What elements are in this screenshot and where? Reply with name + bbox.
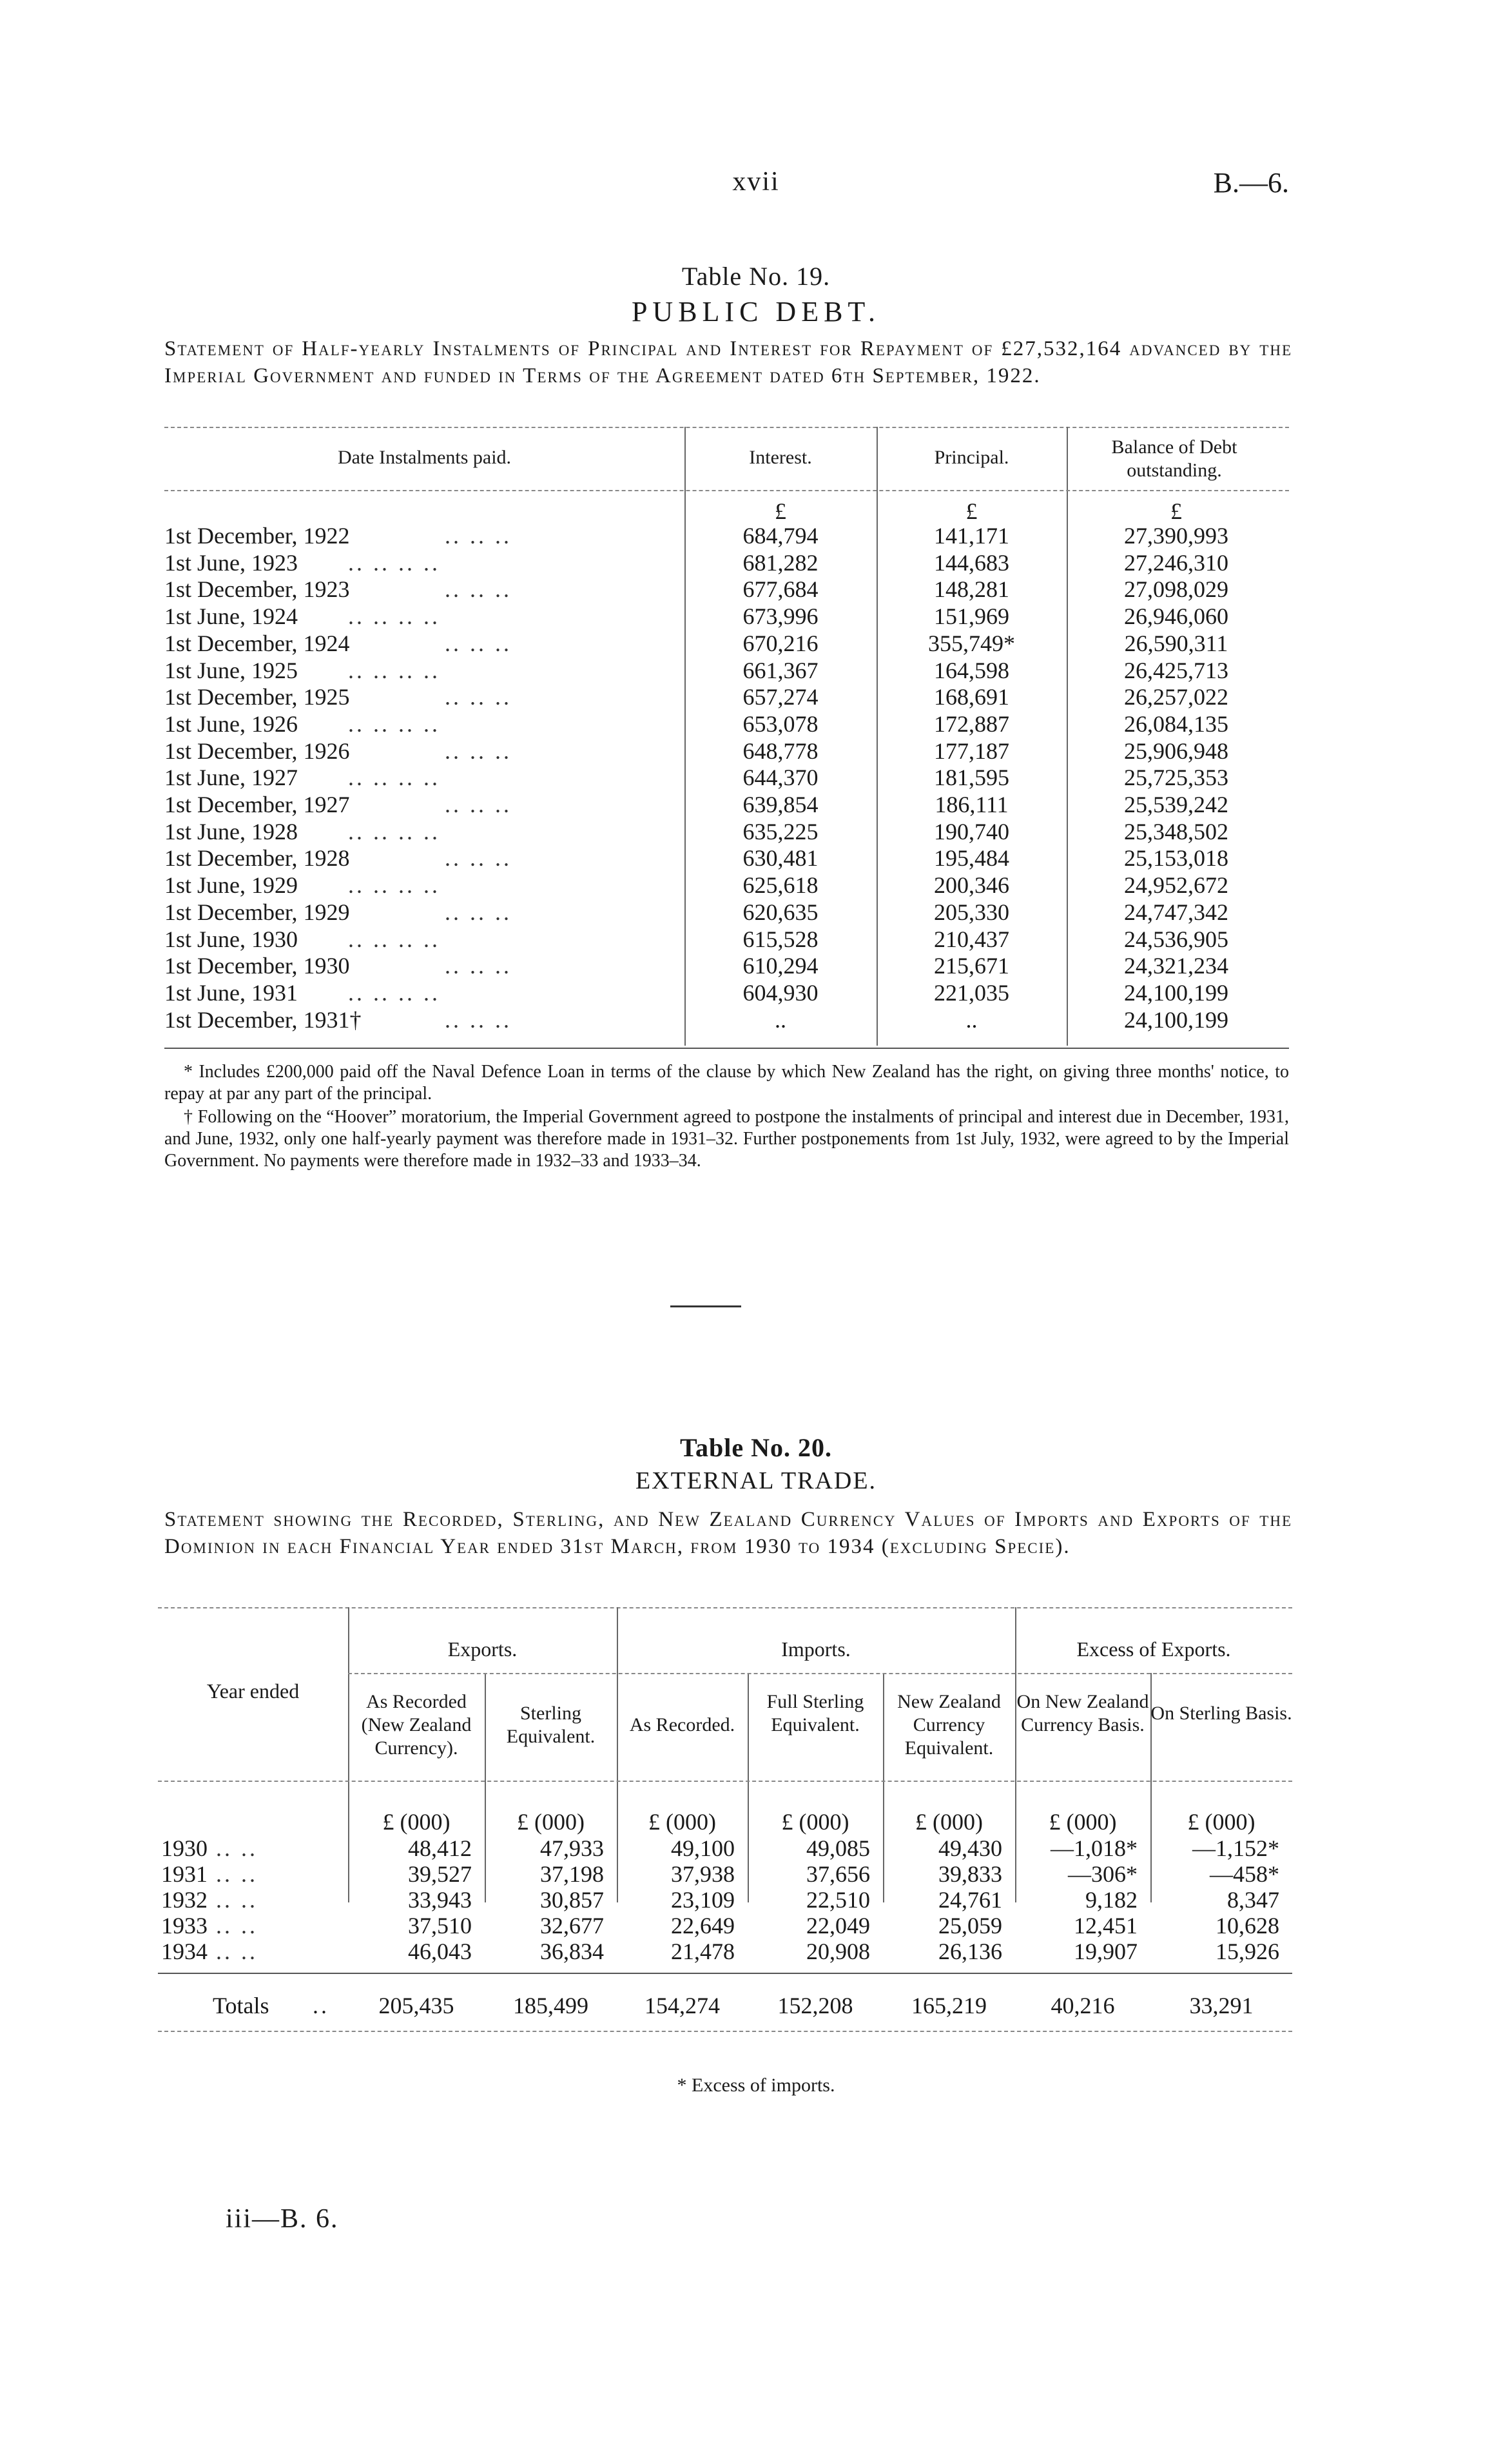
leader-dots: .. .. .. ..	[348, 765, 440, 790]
table19-principal: 151,969	[934, 603, 1009, 629]
table20-cell: 37,198	[540, 1861, 604, 1887]
table19-date: 1st December, 1925	[164, 684, 350, 710]
table20-cell: 22,049	[806, 1913, 870, 1939]
leader-dots: .. .. ..	[445, 576, 512, 602]
table19-interest: 648,778	[742, 738, 819, 764]
table19-date: 1st December, 1929	[164, 899, 350, 925]
table19-heading: PUBLIC DEBT.	[631, 296, 881, 327]
table19-date: 1st June, 1930	[164, 926, 298, 952]
table19-balance: 25,539,242	[1124, 792, 1228, 817]
table19-bottom-rule	[164, 1048, 1289, 1049]
table20-cell: 22,649	[671, 1913, 735, 1939]
table19-footnote-1: * Includes £200,000 paid off the Naval Defence Loan in terms of the clause by which New Zealand has the right, on giving three months' notice, to repay at par any part of the principal.	[164, 1062, 1289, 1104]
table20-total-cell: 154,274	[645, 1993, 720, 2018]
table19-date: 1st June, 1931	[164, 980, 298, 1006]
table19-date: 1st December, 1928	[164, 845, 350, 871]
table20-cell: 48,412	[408, 1835, 472, 1861]
table20-cell: 36,834	[540, 1939, 604, 1964]
table19-interest: 653,078	[742, 711, 819, 737]
table20-cell: 20,908	[806, 1939, 870, 1964]
table19-balance: 25,906,948	[1124, 738, 1228, 764]
table20-cell: 47,933	[540, 1835, 604, 1861]
table19-principal: 181,595	[934, 765, 1009, 790]
table20-unit: £ (000)	[517, 1809, 585, 1835]
table19-balance: 24,747,342	[1124, 899, 1228, 925]
table19-balance: 27,246,310	[1124, 550, 1228, 576]
table20-cell: 22,510	[806, 1887, 870, 1913]
table20-cell: 25,059	[938, 1913, 1002, 1939]
table20-cell: 46,043	[408, 1939, 472, 1964]
table19-date: 1st December, 1927	[164, 792, 350, 817]
table19-principal: ..	[965, 1007, 978, 1033]
table20-cell: 37,938	[671, 1861, 735, 1887]
table19-interest: 604,930	[742, 980, 819, 1006]
table20-cell: 23,109	[671, 1887, 735, 1913]
table20-cell: —1,018*	[1051, 1835, 1138, 1861]
table19-interest: 661,367	[742, 658, 819, 683]
leader-dots: .. .. .. ..	[348, 658, 440, 683]
table20-cell: 9,182	[1085, 1887, 1138, 1913]
table19-principal: 195,484	[934, 845, 1009, 871]
table20-totals-label: Totals	[213, 1993, 269, 2018]
table20-total-cell: 185,499	[513, 1993, 588, 2018]
table20-cell: 21,478	[671, 1939, 735, 1964]
table19-balance: 24,952,672	[1124, 872, 1228, 898]
table20-top-rule	[158, 1607, 1292, 1608]
leader-dots: .. .. .. ..	[348, 550, 440, 576]
table19-col-interest: Interest.	[749, 447, 812, 468]
table19-principal: 141,171	[934, 523, 1009, 549]
table19-balance: 27,390,993	[1124, 523, 1228, 549]
table19-principal: 205,330	[934, 899, 1009, 925]
table19-interest: ..	[775, 1007, 786, 1033]
table20-cell: 39,833	[938, 1861, 1002, 1887]
table19-statement: Statement of Half-yearly Instalments of Principal and Interest for Repayment of £27,532,164 advanced by the Imperial Government and funded in Terms of the Agreement dated 6th September, 1922.	[164, 337, 1292, 387]
table20-unit: £ (000)	[382, 1809, 451, 1835]
table20-cell: 32,677	[540, 1913, 604, 1939]
table19-date: 1st June, 1925	[164, 658, 298, 683]
table19-balance: 26,257,022	[1124, 684, 1228, 710]
table19-interest: 681,282	[742, 550, 819, 576]
table19-date: 1st June, 1928	[164, 819, 298, 845]
leader-dots: .. .. .. ..	[348, 872, 440, 898]
table19-date: 1st December, 1922	[164, 523, 350, 549]
table19-interest: 673,996	[742, 603, 819, 629]
table19-footnote-2: † Following on the “Hoover” moratorium, the Imperial Government agreed to postpone the instalments of principal and interest due in December, 1931, and June, 1932, only one half-yearly payment was therefore made in 1931–32. Further postponements from 1st July, 1932, were agreed to by the Imperial Government. No payments were therefore made in 1932–33 and 1933–34.	[164, 1107, 1289, 1171]
table20-total-cell: 33,291	[1189, 1993, 1254, 2018]
table20-cell: 26,136	[938, 1939, 1002, 1964]
table19-balance: 25,725,353	[1124, 765, 1228, 790]
table19-header-rule	[164, 490, 1289, 491]
table20-cell: —306*	[1068, 1861, 1138, 1887]
table19-balance: 26,590,311	[1124, 630, 1228, 656]
table19-interest: 677,684	[742, 576, 819, 602]
leader-dots: .. ..	[216, 1861, 258, 1887]
table20-cell: 24,761	[938, 1887, 1002, 1913]
table20-total-cell: 40,216	[1051, 1993, 1115, 2018]
leader-dots: .. ..	[216, 1835, 258, 1861]
table20-cell: 19,907	[1074, 1939, 1138, 1964]
table20-unit: £ (000)	[1187, 1809, 1255, 1835]
table20-col-excess-nz: On New Zealand Currency Basis.	[1016, 1691, 1149, 1735]
leader-dots: .. .. ..	[445, 684, 512, 710]
table20-cell: 12,451	[1074, 1913, 1138, 1939]
table19-date: 1st December, 1924	[164, 630, 350, 656]
table19-interest: 635,225	[742, 819, 819, 845]
table20-year: 1933	[161, 1913, 208, 1939]
table20-total-cell: 205,435	[378, 1993, 454, 2018]
table19-title: Table No. 19.	[681, 262, 831, 291]
leader-dots: .. .. ..	[445, 738, 512, 764]
table20-cell: 49,100	[671, 1835, 735, 1861]
table20-statement: Statement showing the Recorded, Sterling, and New Zealand Currency Values of Imports and Exports of the Dominion in each Financial Year ended 31st March, from 1930 to 1934 (excluding Specie).	[164, 1508, 1292, 1558]
table19-col-balance: Balance of Debt outstanding.	[1111, 436, 1237, 481]
table19-principal: 172,887	[934, 711, 1009, 737]
leader-dots: .. ..	[216, 1887, 258, 1913]
table19-principal: 148,281	[934, 576, 1009, 602]
table20-year: 1934	[161, 1939, 208, 1964]
table20-col-imports-sterling: Full Sterling Equivalent.	[766, 1691, 864, 1735]
table20-col-excess-sterling: On Sterling Basis.	[1150, 1703, 1292, 1724]
table19-principal: 190,740	[934, 819, 1009, 845]
table20-cell: 15,926	[1216, 1939, 1279, 1964]
table19-unit-interest: £	[775, 498, 786, 524]
table19-balance: 24,321,234	[1124, 953, 1228, 979]
table19-date: 1st December, 1923	[164, 576, 350, 602]
table19-interest: 684,794	[742, 523, 819, 549]
table19-date: 1st December, 1930	[164, 953, 350, 979]
table19-date: 1st December, 1931†	[164, 1007, 362, 1033]
leader-dots: .. .. .. ..	[348, 980, 440, 1006]
table19-balance: 25,153,018	[1124, 845, 1228, 871]
table20-cell: 8,347	[1227, 1887, 1279, 1913]
table19-interest: 620,635	[742, 899, 819, 925]
leader-dots: .. .. .. ..	[348, 603, 440, 629]
table20-bottom-rule	[158, 2031, 1292, 2032]
table20-cell: 33,943	[408, 1887, 472, 1913]
leader-dots: .. .. ..	[445, 1007, 512, 1033]
table19-principal: 355,749*	[928, 630, 1015, 656]
table20-total-cell: 152,208	[777, 1993, 853, 2018]
table20-col-imports-recorded: As Recorded.	[629, 1714, 735, 1735]
table19-interest: 610,294	[742, 953, 819, 979]
table19-balance: 25,348,502	[1124, 819, 1228, 845]
table19-principal: 177,187	[934, 738, 1009, 764]
table19-interest: 670,216	[742, 630, 819, 656]
table20-cell: —458*	[1210, 1861, 1279, 1887]
leader-dots: .. .. ..	[445, 630, 512, 656]
table19-principal: 186,111	[935, 792, 1009, 817]
table20-unit: £ (000)	[781, 1809, 849, 1835]
table20-heading: EXTERNAL TRADE.	[635, 1467, 877, 1494]
table19-interest: 639,854	[742, 792, 819, 817]
table20-cell: 37,656	[806, 1861, 870, 1887]
leader-dots: ..	[313, 1993, 329, 2018]
table19-unit-principal: £	[965, 498, 978, 524]
table20-header-rule	[158, 1781, 1292, 1782]
table19-date: 1st December, 1926	[164, 738, 350, 764]
leader-dots: .. .. ..	[445, 792, 512, 817]
table20-total-cell: 165,219	[911, 1993, 987, 2018]
table19-principal: 215,671	[934, 953, 1009, 979]
table19-date: 1st June, 1927	[164, 765, 298, 790]
table20-cell: 49,085	[806, 1835, 870, 1861]
table20-cell: 30,857	[540, 1887, 604, 1913]
leader-dots: .. .. .. ..	[348, 926, 440, 952]
leader-dots: .. .. ..	[445, 953, 512, 979]
table19-balance: 24,536,905	[1124, 926, 1228, 952]
leader-dots: .. .. ..	[445, 523, 512, 549]
table19-interest: 625,618	[742, 872, 819, 898]
section-divider	[670, 1305, 741, 1307]
table19-principal: 210,437	[934, 926, 1009, 952]
table20-cell: 37,510	[408, 1913, 472, 1939]
table20-col-exports-recorded: As Recorded (New Zealand Currency).	[361, 1691, 472, 1759]
table20-unit: £ (000)	[648, 1809, 716, 1835]
table19-unit-balance: £	[1170, 498, 1182, 524]
table19-principal: 221,035	[934, 980, 1009, 1006]
table20-footnote: * Excess of imports.	[677, 2075, 835, 2096]
table20-year: 1931	[161, 1861, 208, 1887]
table20-group-excess: Excess of Exports.	[1076, 1637, 1231, 1661]
table20-totals-rule	[158, 1973, 1292, 1974]
table19-balance: 27,098,029	[1124, 576, 1228, 602]
table19-balance: 26,425,713	[1124, 658, 1228, 683]
table19-principal: 168,691	[934, 684, 1009, 710]
table19-date: 1st June, 1923	[164, 550, 298, 576]
table20-unit: £ (000)	[915, 1809, 983, 1835]
table20-title: Table No. 20.	[679, 1433, 832, 1462]
table19-date: 1st June, 1924	[164, 603, 298, 629]
table19-balance: 24,100,199	[1124, 980, 1228, 1006]
page-number: xvii	[732, 167, 780, 197]
table20-cell: 10,628	[1216, 1913, 1279, 1939]
table19-balance: 26,084,135	[1124, 711, 1228, 737]
table20-year: 1930	[161, 1835, 208, 1861]
table20-group-rule	[348, 1673, 1292, 1674]
table20-group-imports: Imports.	[781, 1637, 851, 1661]
table20-unit: £ (000)	[1049, 1809, 1117, 1835]
table20-col-imports-nz: New Zealand Currency Equivalent.	[897, 1691, 1001, 1759]
table19-balance: 26,946,060	[1124, 603, 1228, 629]
table20-cell: —1,152*	[1192, 1835, 1279, 1861]
table20-year: 1932	[161, 1887, 208, 1913]
table19-date: 1st June, 1926	[164, 711, 298, 737]
table19-principal: 144,683	[934, 550, 1009, 576]
table19-interest: 630,481	[742, 845, 819, 871]
table19-balance: 24,100,199	[1124, 1007, 1228, 1033]
document-reference: B.—6.	[1213, 167, 1289, 199]
page-footer: iii—B. 6.	[226, 2204, 339, 2234]
leader-dots: .. .. .. ..	[348, 819, 440, 845]
table20-cell: 39,527	[408, 1861, 472, 1887]
leader-dots: .. .. ..	[445, 899, 512, 925]
table19-interest: 615,528	[742, 926, 819, 952]
table19-col-principal: Principal.	[934, 447, 1009, 468]
table20-year-header: Year ended	[206, 1679, 300, 1703]
leader-dots: .. .. .. ..	[348, 711, 440, 737]
table19-principal: 200,346	[934, 872, 1009, 898]
table20-col-exports-sterling: Sterling Equivalent.	[506, 1703, 596, 1747]
leader-dots: .. ..	[216, 1913, 258, 1939]
leader-dots: .. ..	[216, 1939, 258, 1964]
table20-group-exports: Exports.	[447, 1637, 518, 1661]
table19-interest: 657,274	[742, 684, 819, 710]
table19-interest: 644,370	[742, 765, 819, 790]
table19-principal: 164,598	[934, 658, 1009, 683]
table19-date: 1st June, 1929	[164, 872, 298, 898]
table19-col-date: Date Instalments paid.	[337, 447, 512, 468]
table19-top-rule	[164, 427, 1289, 428]
table20-cell: 49,430	[938, 1835, 1002, 1861]
leader-dots: .. .. ..	[445, 845, 512, 871]
